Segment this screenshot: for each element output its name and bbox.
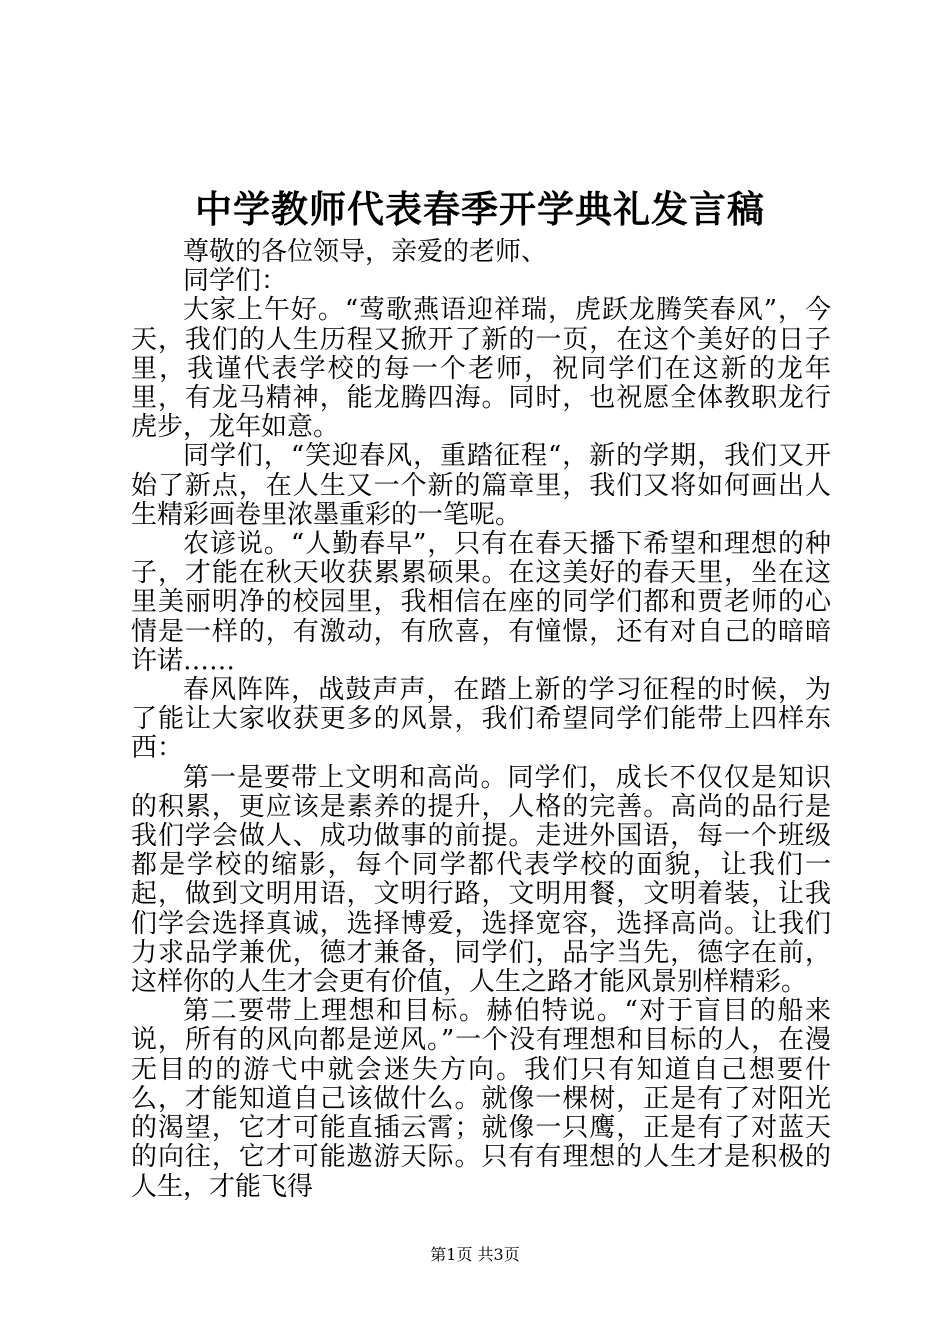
salutation-line-2: 同学们： — [183, 266, 288, 297]
salutation-line-1: 尊敬的各位领导，亲爱的老师、 — [183, 237, 548, 267]
paragraph: 农谚说。“人勤春早”，只有在春天播下希望和理想的种子，才能在秋天收获累累硕果。在这美好的春天里，坐在这里美丽明净的校园里，我相信在座的同学们都和贾老师的心情是一样的，有激动，有欣喜，有憧憬，还有对自己的暗暗许诺…… — [131, 529, 831, 676]
paragraph: 大家上午好。“莺歌燕语迎祥瑞，虎跃龙腾笑春风”，今天，我们的人生历程又掀开了新的一页，在这个美好的日子里，我谨代表学校的每一个老师，祝同学们在这新的龙年里，有龙马精神，能龙腾四海。同时，也祝愿全体教职龙行虎步，龙年如意。 — [131, 295, 831, 443]
paragraph: 春风阵阵，战鼓声声，在踏上新的学习征程的时候，为了能让大家收获更多的风景，我们希望同学们能带上四样东西： — [131, 675, 831, 764]
document-title: 中学教师代表春季开学典礼发言稿 — [195, 188, 765, 231]
document-body — [131, 238, 831, 1202]
page-number-footer: 第1页 共3页 — [430, 1245, 520, 1264]
paragraph: 第一是要带上文明和高尚。同学们，成长不仅仅是知识的积累，更应该是素养的提升，人格的完善。高尚的品行是我们学会做人、成功做事的前提。走进外国语，每一个班级都是学校的缩影，每个同学都代表学校的面貌，让我们一起，做到文明用语，文明行路，文明用餐，文明着装，让我们学会选择真诚，选择博爱，选择宽容，选择高尚。让我们力求品学兼优，德才兼备，同学们，品字当先，德字在前，这样你的人生才会更有价值，人生之路才能风景别样精彩。 — [131, 762, 831, 998]
paragraph: 同学们，“笑迎春风，重踏征程“，新的学期，我们又开始了新点，在人生又一个新的篇章里，我们又将如何画出人生精彩画卷里浓墨重彩的一笔呢。 — [131, 441, 831, 530]
paragraph: 第二要带上理想和目标。赫伯特说。“对于盲目的船来说，所有的风向都是逆风。”一个没有理想和目标的人，在漫无目的的游弋中就会迷失方向。我们只有知道自己想要什么，才能知道自己该做什么。就像一棵树，正是有了对阳光的渴望，它才可能直插云霄；就像一只鹰，正是有了对蓝天的向往，它才可能遨游天际。只有有理想的人生才是积极的人生，才能飞得 — [131, 996, 831, 1202]
